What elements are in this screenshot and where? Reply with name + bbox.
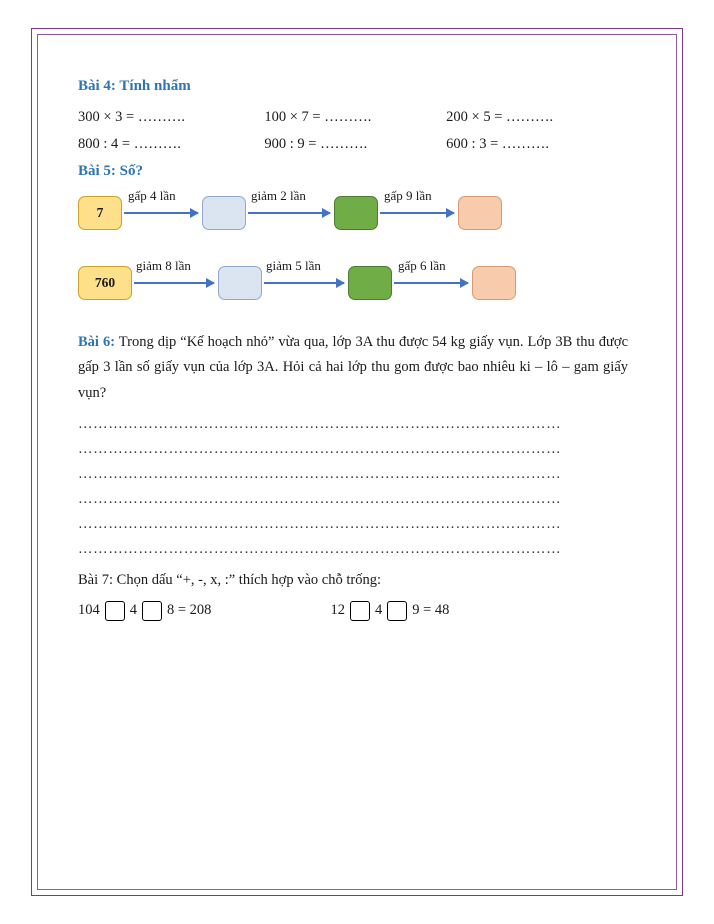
chain1-box-1[interactable] xyxy=(202,196,246,230)
exercise-4-item[interactable]: 600 : 3 = ………. xyxy=(446,136,550,152)
item2-operator-box-1[interactable] xyxy=(350,601,370,621)
chain1-box-2[interactable] xyxy=(334,196,378,230)
item1-operator-box-1[interactable] xyxy=(105,601,125,621)
item1-operand-a: 104 xyxy=(78,602,100,619)
exercise-6-answer-area[interactable] xyxy=(78,412,628,562)
item1-operand-b: 4 xyxy=(129,602,137,619)
exercise-4-body xyxy=(78,109,628,153)
exercise-7-text: Chọn dấu “+, -, x, :” thích hợp vào chỗ trống: xyxy=(113,571,381,588)
exercise-4-row xyxy=(78,109,628,126)
answer-line[interactable]: …………………………………………………………………………………… xyxy=(78,416,562,433)
chain2-box-3[interactable] xyxy=(472,266,516,300)
item2-operand-a: 12 xyxy=(330,602,345,619)
answer-line[interactable]: …………………………………………………………………………………… xyxy=(78,540,562,557)
chain1-arrow-1 xyxy=(124,212,198,214)
exercise-6-body xyxy=(78,330,628,406)
chain1-box-3[interactable] xyxy=(458,196,502,230)
exercise-7-item-1 xyxy=(78,601,211,621)
chain1-start-node: 7 xyxy=(78,196,122,230)
chain1-arrow-2 xyxy=(248,212,330,214)
chain2-label-3: gấp 6 lần xyxy=(398,258,446,273)
exercise-4-row xyxy=(78,136,628,153)
chain2-arrow-2 xyxy=(264,282,344,284)
exercise-7-items xyxy=(78,601,628,621)
chain1-arrow-3 xyxy=(380,212,454,214)
exercise-4-item[interactable]: 300 × 3 = ………. xyxy=(78,109,185,125)
item2-operand-b: 4 xyxy=(374,602,383,619)
exercise-4-item[interactable]: 100 × 7 = ………. xyxy=(264,109,372,125)
number-chain-1 xyxy=(78,188,628,244)
chain2-start-node: 760 xyxy=(78,266,132,300)
answer-line[interactable]: …………………………………………………………………………………… xyxy=(78,441,562,458)
chain2-label-2: giảm 5 lần xyxy=(266,258,321,273)
chain2-arrow-3 xyxy=(394,282,468,284)
exercise-6-label: Bài 6: xyxy=(78,334,116,350)
answer-line[interactable]: …………………………………………………………………………………… xyxy=(78,490,562,507)
item2-operand-c: 9 = 48 xyxy=(412,602,450,619)
item2-operator-box-2[interactable] xyxy=(387,601,407,621)
exercise-7-item-2 xyxy=(330,601,449,621)
chain2-label-1: giảm 8 lần xyxy=(136,258,191,273)
chain1-label-3: gấp 9 lần xyxy=(384,188,432,203)
answer-line[interactable]: …………………………………………………………………………………… xyxy=(78,466,562,482)
answer-line[interactable]: …………………………………………………………………………………… xyxy=(78,515,562,532)
exercise-7-prompt xyxy=(78,572,628,589)
item1-operator-box-2[interactable] xyxy=(142,601,162,621)
exercise-7-label: Bài 7: xyxy=(78,571,114,588)
chain2-box-2[interactable] xyxy=(348,266,392,300)
exercise-4-title: Bài 4: Tính nhẩm xyxy=(78,78,191,94)
exercise-4-item[interactable]: 900 : 9 = ………. xyxy=(264,136,368,152)
chain2-box-1[interactable] xyxy=(218,266,262,300)
worksheet-content xyxy=(78,78,628,621)
exercise-5-body xyxy=(78,188,628,314)
chain1-label-1: gấp 4 lần xyxy=(128,188,176,203)
exercise-4-item[interactable]: 200 × 5 = ………. xyxy=(446,109,554,125)
exercise-5-title: Bài 5: Số? xyxy=(78,163,144,179)
exercise-6-text: Trong dịp “Kế hoạch nhỏ” vừa qua, lớp 3A thu được 54 kg giấy vụn. Lớp 3B thu được gấp 3 lần số giấy vụn của lớp 3A. Hỏi cả hai lớp thu gom được bao nhiêu ki – lô – gam giấy vụn? xyxy=(78,334,628,401)
item1-operand-c: 8 = 208 xyxy=(167,602,212,619)
number-chain-2 xyxy=(78,258,628,314)
exercise-4-item[interactable]: 800 : 4 = ………. xyxy=(78,136,181,152)
chain2-arrow-1 xyxy=(134,282,214,284)
chain1-label-2: giảm 2 lần xyxy=(251,188,306,203)
exercise-7-body xyxy=(78,572,628,621)
